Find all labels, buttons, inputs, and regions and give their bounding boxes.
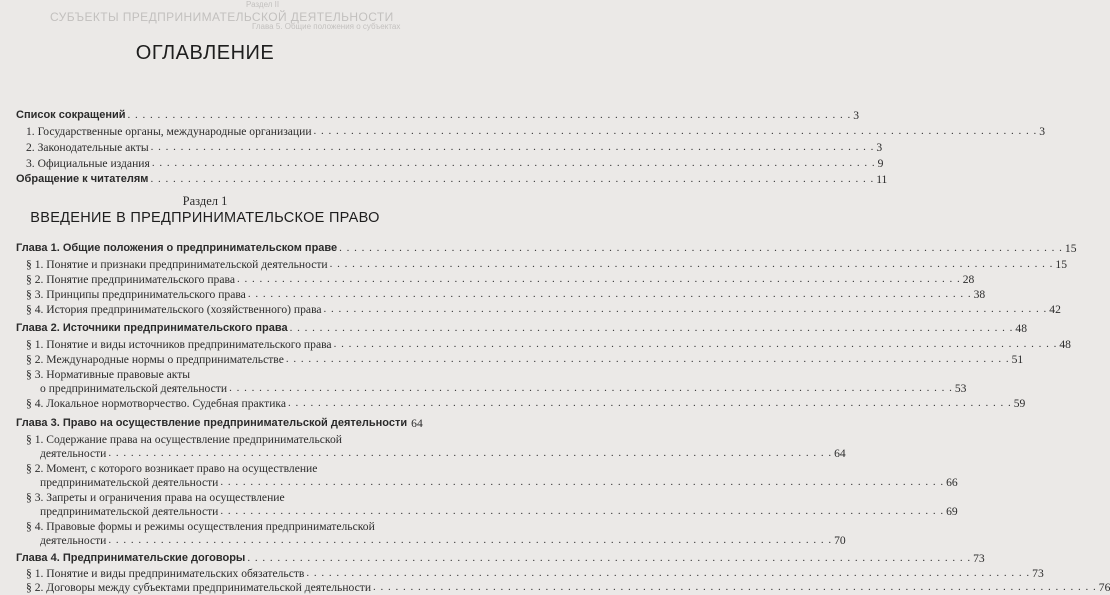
bleed-chapter: Глава 5. Общие положения о субъектах bbox=[252, 22, 401, 31]
toc-entry-label: Глава 4. Предпринимательские договоры bbox=[16, 552, 246, 564]
toc-leader bbox=[373, 580, 1097, 595]
bleed-through-text bbox=[0, 0, 410, 34]
toc-entry-label: § 2. Международные нормы о предпринимательстве bbox=[26, 353, 284, 366]
toc-leader bbox=[248, 287, 972, 302]
toc-entry-label: § 4. История предпринимательского (хозяйственного) права bbox=[26, 303, 322, 316]
toc-entry-label: деятельности bbox=[40, 534, 107, 547]
toc-entry-label-line1: § 3. Нормативные правовые акты bbox=[26, 368, 191, 381]
toc-leader bbox=[324, 302, 1048, 317]
toc-entry: § 2. Понятие предпринимательского права . . . 28 bbox=[26, 272, 390, 287]
toc-entry: § 1. Понятие и признаки предпринимательской деятельности . . . 15 bbox=[26, 257, 390, 272]
bleed-heading: СУБЪЕКТЫ ПРЕДПРИНИМАТЕЛЬСКОЙ ДЕЯТЕЛЬНОСТИ bbox=[50, 10, 394, 24]
toc-entry-label-line1: § 2. Момент, с которого возникает право на осуществление bbox=[26, 462, 318, 475]
toc-entry: § 1. Понятие и виды источников предпринимательского права . . . 48 bbox=[26, 337, 390, 352]
toc-entry-label: 2. Законодательные акты bbox=[26, 141, 149, 154]
toc-entry-label: § 2. Договоры между субъектами предпринимательской деятельности bbox=[26, 581, 372, 594]
toc-entry: § 2. Международные нормы о предпринимательстве . . . 51 bbox=[26, 352, 390, 367]
toc-entry-label: § 1. Понятие и виды предпринимательских обязательств bbox=[26, 567, 305, 580]
toc-entry-label: Глава 3. Право на осуществление предпринимательской деятельности bbox=[16, 417, 408, 429]
toc-leader bbox=[286, 352, 1010, 367]
toc-entry: деятельности . . . 64 bbox=[40, 446, 390, 461]
toc-entry-label: о предпринимательской деятельности bbox=[40, 382, 228, 395]
toc-entry-label: предпринимательской деятельности bbox=[40, 476, 219, 489]
toc-leader bbox=[151, 140, 875, 155]
toc-entry-label: Глава 1. Общие положения о предпринимательском праве bbox=[16, 242, 338, 254]
toc-entry: § 1. Понятие и виды предпринимательских обязательств . . . 73 bbox=[26, 566, 390, 581]
toc-entry-label: § 3. Принципы предпринимательского права bbox=[26, 288, 246, 301]
toc-leader bbox=[314, 124, 1038, 139]
toc-chapter: Глава 3. Право на осуществление предпринимательской деятельности 64 bbox=[16, 417, 423, 430]
toc-entry-label: Глава 2. Источники предпринимательского права bbox=[16, 322, 288, 334]
toc-entry-address: Обращение к читателям . . . 11 bbox=[16, 172, 390, 187]
toc-entry-label: § 1. Понятие и признаки предпринимательской деятельности bbox=[26, 258, 328, 271]
section-number: Раздел 1 bbox=[182, 194, 228, 208]
toc-leader bbox=[152, 156, 876, 171]
toc-entry-label: деятельности bbox=[40, 447, 107, 460]
toc-entry: § 4. История предпринимательского (хозяйственного) права . . . 42 bbox=[26, 302, 390, 317]
toc-chapter: Глава 1. Общие положения о предпринимательском праве . . . 15 bbox=[16, 241, 390, 256]
toc-entry-label: § 4. Локальное нормотворчество. Судебная практика bbox=[26, 397, 286, 410]
toc-chapter: Глава 4. Предпринимательские договоры . . . 73 bbox=[16, 551, 390, 566]
toc-entry: 2. Законодательные акты . . . 3 bbox=[26, 140, 390, 155]
toc-leader bbox=[108, 533, 832, 548]
toc-entry-abbreviations: Список сокращений . . . 3 bbox=[16, 108, 390, 123]
toc-entry-label: Список сокращений bbox=[16, 109, 126, 121]
bleed-section-label: Раздел II bbox=[246, 0, 280, 9]
toc-entry: 3. Официальные издания . . . 9 bbox=[26, 156, 390, 171]
toc-leader bbox=[237, 272, 961, 287]
toc-entry: § 3. Принципы предпринимательского права . . . 38 bbox=[26, 287, 390, 302]
toc-entry-label: Обращение к читателям bbox=[16, 173, 149, 185]
toc-leader bbox=[288, 396, 1012, 411]
section-title: ВВЕДЕНИЕ В ПРЕДПРИНИМАТЕЛЬСКОЕ ПРАВО bbox=[30, 210, 380, 226]
toc-leader bbox=[330, 257, 1054, 272]
toc-leader bbox=[306, 566, 1030, 581]
toc-entry-label: 3. Официальные издания bbox=[26, 157, 150, 170]
toc-leader bbox=[150, 172, 874, 187]
toc-entry-label-line1: § 4. Правовые формы и режимы осуществления предпринимательской bbox=[26, 520, 375, 533]
toc-leader bbox=[247, 551, 971, 566]
toc-entry-label-line1: § 3. Запреты и ограничения права на осуществление bbox=[26, 491, 285, 504]
toc-entry: § 4. Локальное нормотворчество. Судебная практика . . . 59 bbox=[26, 396, 390, 411]
toc-entry-label: § 2. Понятие предпринимательского права bbox=[26, 273, 235, 286]
toc-leader bbox=[128, 108, 852, 123]
toc-entry: деятельности . . . 70 bbox=[40, 533, 390, 548]
toc-entry-label: § 1. Понятие и виды источников предпринимательского права bbox=[26, 338, 332, 351]
toc-leader bbox=[220, 475, 944, 490]
toc-entry: о предпринимательской деятельности . . . 53 bbox=[40, 381, 390, 396]
toc-entry-label-line1: § 1. Содержание права на осуществление предпринимательской bbox=[26, 433, 342, 446]
toc-entry: предпринимательской деятельности . . . 66 bbox=[40, 475, 390, 490]
page-title: ОГЛАВЛЕНИЕ bbox=[135, 42, 275, 64]
toc-leader bbox=[220, 504, 944, 519]
toc-entry-label: предпринимательской деятельности bbox=[40, 505, 219, 518]
toc-entry: 1. Государственные органы, международные организации . . . 3 bbox=[26, 124, 390, 139]
toc-entry: § 2. Договоры между субъектами предпринимательской деятельности . . . 76 bbox=[26, 580, 390, 595]
toc-leader bbox=[339, 241, 1063, 256]
toc-leader bbox=[290, 321, 1014, 336]
toc-chapter: Глава 2. Источники предпринимательского права . . . 48 bbox=[16, 321, 390, 336]
toc-leader bbox=[229, 381, 953, 396]
toc-entry-label: 1. Государственные органы, международные организации bbox=[26, 125, 312, 138]
toc-leader bbox=[108, 446, 832, 461]
toc-entry: предпринимательской деятельности . . . 69 bbox=[40, 504, 390, 519]
toc-leader bbox=[334, 337, 1058, 352]
